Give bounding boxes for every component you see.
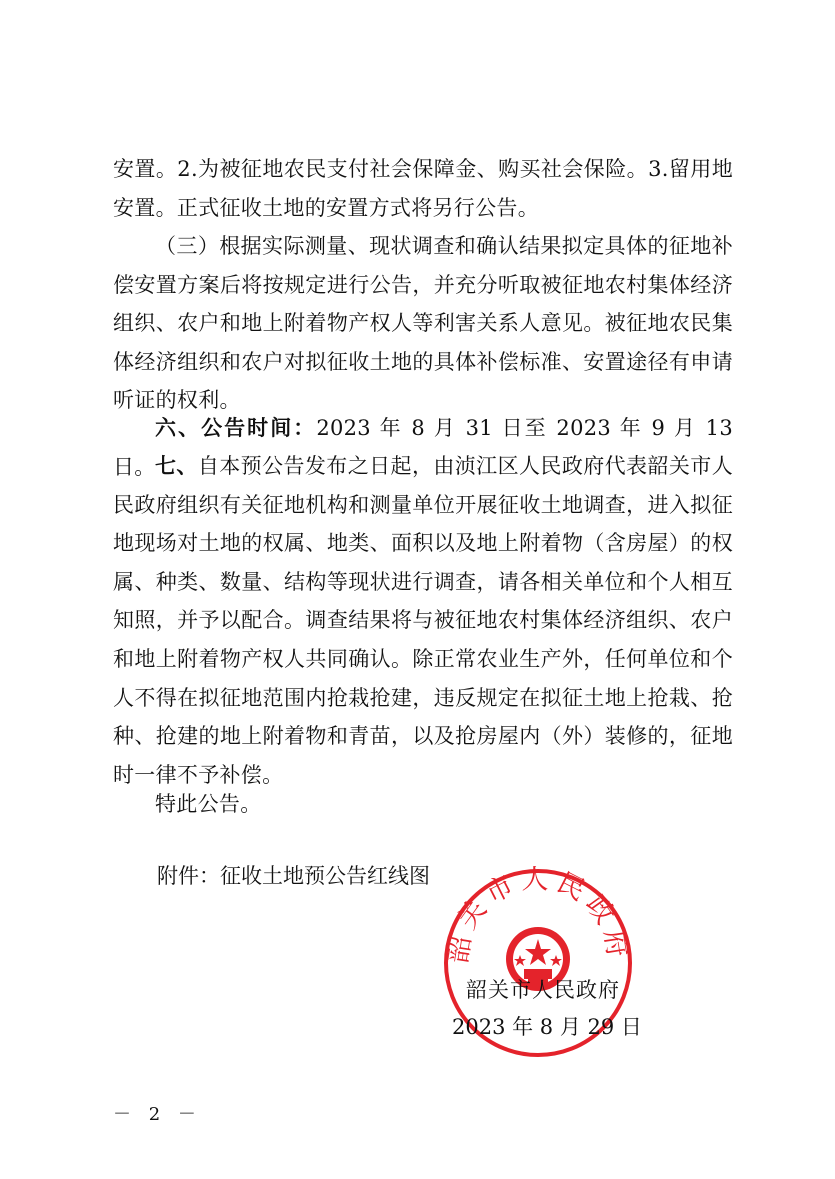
land-survey-text: 自本预公告发布之日起，由浈江区人民政府代表韶关市人民政府组织有关征地机构和测量单位开展征收土地调查，进入拟征地现场对土地的权属、地类、面积以及地上附着物（含房屋）的权属、种类、数量、结构等现状进行调查，请各相关单位和个人相互知照，并予以配合。调查结果将与被征地农村集体经济组织、农户和地上附着物产权人共同确认。除正常农业生产外，任何单位和个人不得在拟征地范围内抢栽抢建，违反规定在拟征土地上抢栽、抢种、抢建的地上附着物和青苗，以及抢房屋内（外）装修的，征地时一律不予补偿。: [113, 454, 733, 787]
signature-organization: 韶关市人民政府: [466, 978, 620, 1002]
seal-text: 韶关市人民政府: [442, 864, 634, 966]
paragraph-resettlement: 安置。2.为被征地农民支付社会保障金、购买社会保险。3.留用地安置。正式征收土地的安置方式将另行公告。: [113, 157, 733, 220]
paragraph-compensation-plan: （三）根据实际测量、现状调查和确认结果拟定具体的征地补偿安置方案后将按规定进行公告，并充分听取被征地农村集体经济组织、农户和地上附着物产权人等利害关系人意见。被征地农民集体经济组织和农户对拟征收土地的具体补偿标准、安置途径有申请听证的权利。: [113, 234, 733, 413]
section-seven-label: 七、: [155, 453, 198, 478]
paragraph-land-survey: [113, 447, 733, 794]
signature-date: 2023 年 8 月 29 日: [452, 1015, 642, 1039]
page-number: － 2 －: [113, 1104, 202, 1125]
attachment-line: 附件：征收土地预公告红线图: [157, 864, 430, 888]
announcement-period-text: 2023 年 8 月 31 日至 2023 年 9 月 13 日。: [113, 416, 733, 479]
closing-statement: 特此公告。: [155, 792, 262, 816]
section-six-label: 六、公告时间：: [155, 415, 317, 440]
